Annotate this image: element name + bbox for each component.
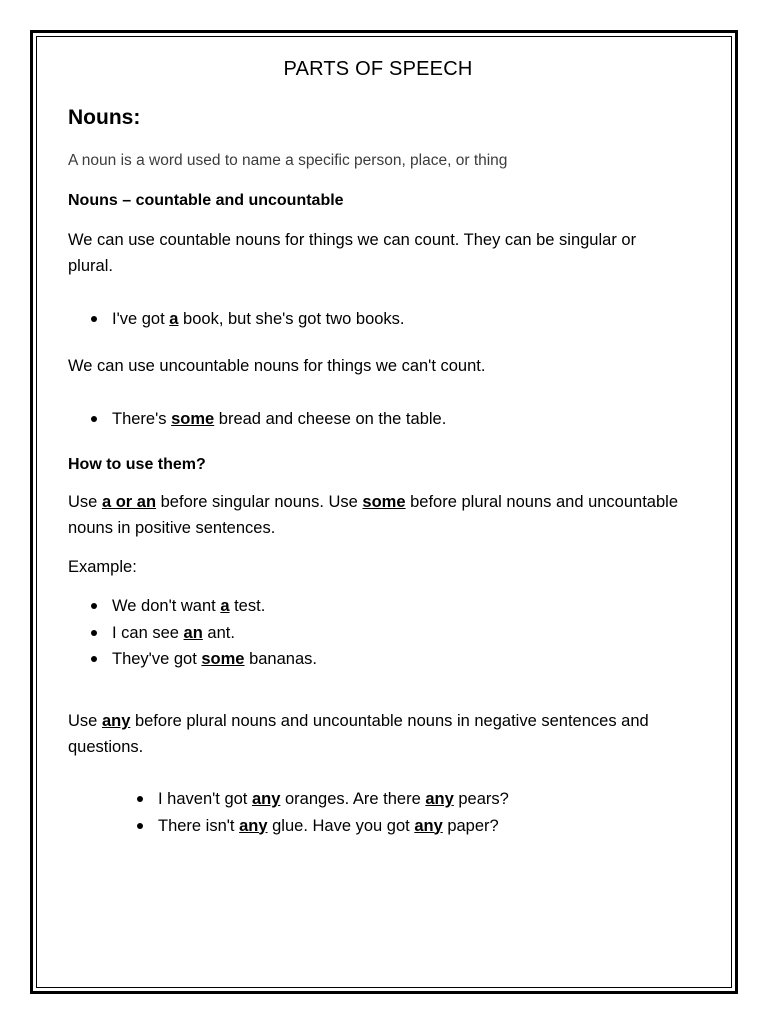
document-title: PARTS OF SPEECH [283,58,473,80]
any-examples-list [134,786,509,839]
list-item: I haven't got any oranges. Are there any pears? [134,786,509,813]
list-item: There isn't any glue. Have you got any paper? [134,813,509,840]
usage-paragraph: Use a or an before singular nouns. Use some before plural nouns and uncountable nouns in positive sentences. [68,493,678,537]
uncountable-paragraph: We can use uncountable nouns for things we can't count. [68,357,486,375]
any-usage-paragraph: Use any before plural nouns and uncountable nouns in negative sentences and questions. [68,712,649,756]
uncountable-example-list [88,406,446,433]
list-item: They've got some bananas. [88,646,317,673]
section-heading-nouns: Nouns: [68,106,141,129]
noun-definition: A noun is a word used to name a specific person, place, or thing [68,152,508,169]
countable-paragraph: We can use countable nouns for things we can count. They can be singular or plural. [68,231,637,275]
list-item: We don't want a test. [88,593,317,620]
document-content [68,54,688,835]
examples-list [88,593,317,673]
subheading-how-to-use: How to use them? [68,456,206,473]
list-item: There's some bread and cheese on the table. [88,406,446,433]
list-item: I can see an ant. [88,620,317,647]
example-label: Example: [68,558,137,576]
subheading-countable-uncountable: Nouns – countable and uncountable [68,192,344,209]
list-item: I've got a book, but she's got two books. [88,306,405,333]
countable-example-list [88,306,405,333]
